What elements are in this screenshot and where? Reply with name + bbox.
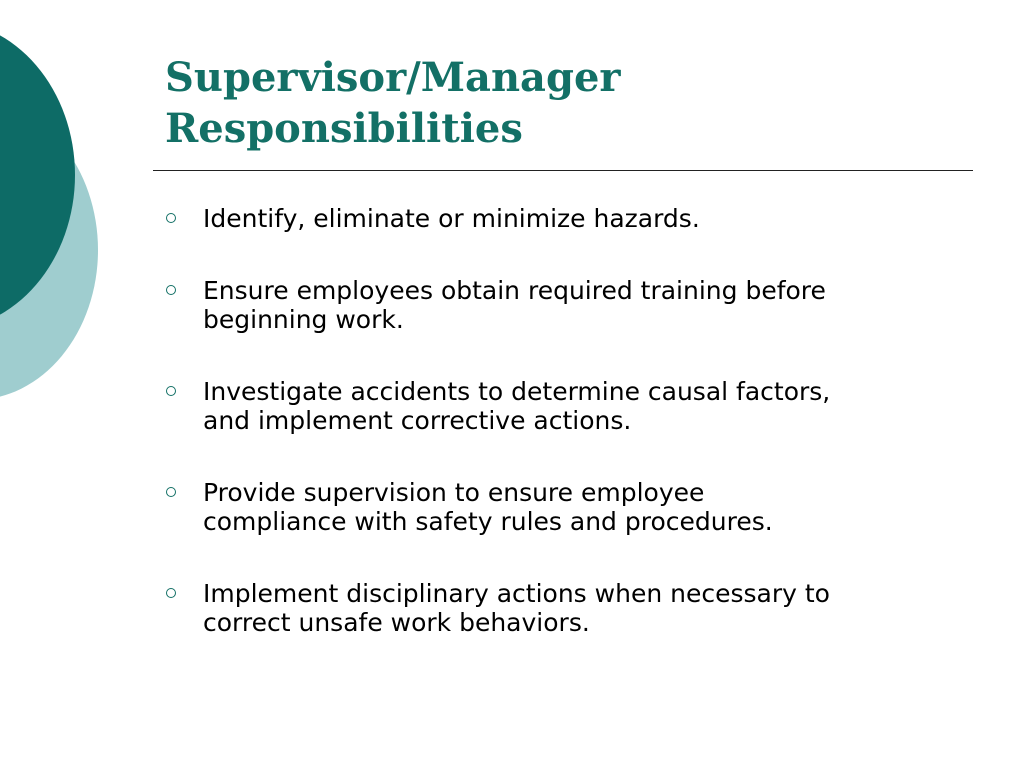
title-divider (153, 170, 973, 171)
bullet-item (165, 276, 965, 334)
bullet-item (165, 579, 965, 637)
bullet-text: Provide supervision to ensure employee compliance with safety rules and procedures. (203, 478, 773, 536)
hollow-circle-bullet-icon (166, 285, 176, 295)
bullet-text: Implement disciplinary actions when necessary to correct unsafe work behaviors. (203, 579, 830, 637)
hollow-circle-bullet-icon (166, 588, 176, 598)
bullet-item (165, 478, 965, 536)
slide-title-line-2: Responsibilities (165, 105, 523, 152)
hollow-circle-bullet-icon (166, 487, 176, 497)
bullet-text: Ensure employees obtain required training before beginning work. (203, 276, 826, 334)
bullet-item (165, 204, 965, 233)
hollow-circle-bullet-icon (166, 386, 176, 396)
bullet-list (165, 204, 965, 680)
bullet-text: Identify, eliminate or minimize hazards. (203, 204, 700, 233)
slide-title (165, 52, 965, 154)
hollow-circle-bullet-icon (166, 213, 176, 223)
bullet-text: Investigate accidents to determine causal factors, and implement corrective actions. (203, 377, 831, 435)
slide-title-line-1: Supervisor/Manager (165, 54, 621, 101)
bullet-item (165, 377, 965, 435)
